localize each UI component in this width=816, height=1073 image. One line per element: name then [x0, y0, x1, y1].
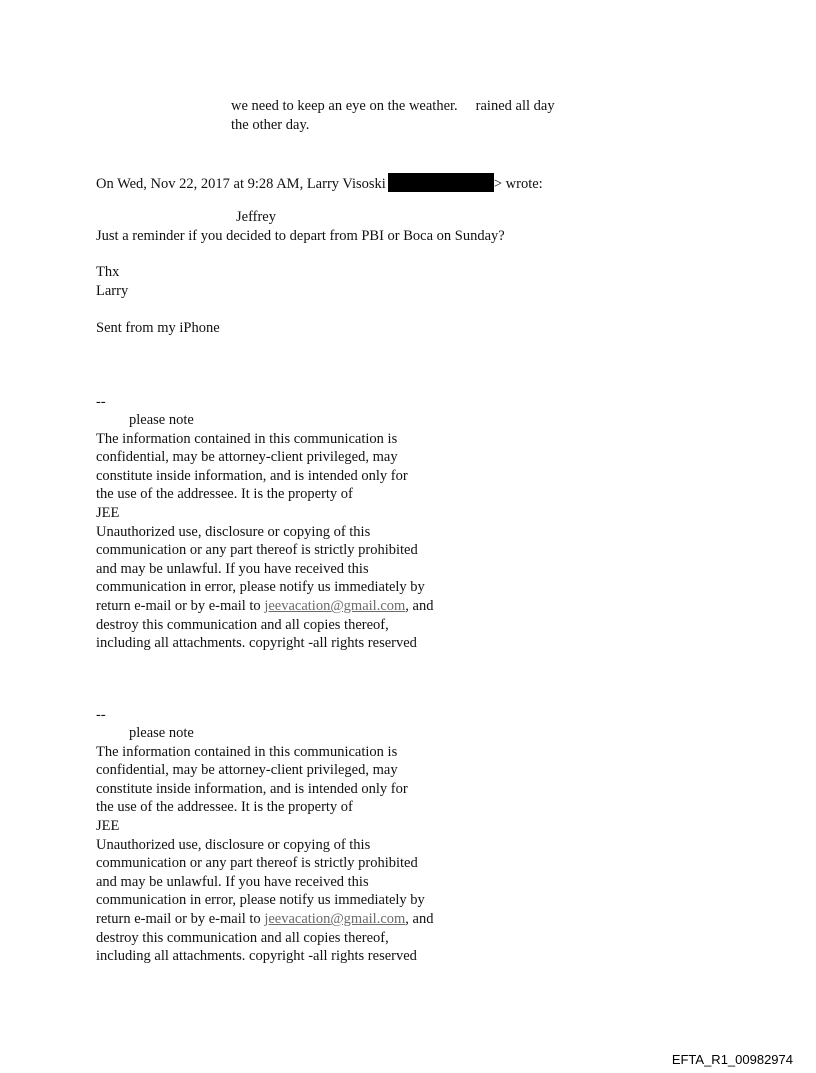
reply-header-prefix: On Wed, Nov 22, 2017 at 9:28 AM, Larry Visoski — [96, 176, 386, 192]
footer-line: JEE — [96, 817, 120, 834]
footer-dash: -- — [96, 394, 106, 410]
quoted-line-2: the other day. — [231, 117, 310, 133]
footer-line: Unauthorized use, disclosure or copying of this — [96, 836, 371, 853]
message-body: Just a reminder if you decided to depart from PBI or Boca on Sunday? — [96, 228, 505, 244]
footer-line: including all attachments. copyright -all rights reserved — [96, 948, 417, 965]
message-name: Larry — [96, 283, 129, 299]
email-link[interactable]: jeevacation@gmail.com — [264, 597, 406, 614]
message-greeting: Jeffrey — [236, 209, 276, 225]
email-link[interactable]: jeevacation@gmail.com — [264, 910, 406, 927]
footer-line: JEE — [96, 504, 120, 521]
footer-email-pre: return e-mail or by e-mail to — [96, 597, 265, 614]
confidentiality-footer-1 — [96, 393, 433, 653]
footer-line: the use of the addressee. It is the property of — [96, 486, 353, 503]
footer-line: confidential, may be attorney-client privileged, may — [96, 449, 398, 466]
footer-line: and may be unlawful. If you have received this — [96, 873, 369, 890]
quoted-text-b: rained all day — [475, 98, 555, 114]
footer-line: communication in error, please notify us immediately by — [96, 579, 425, 596]
confidentiality-footer-2 — [96, 706, 433, 966]
footer-line: communication in error, please notify us immediately by — [96, 892, 425, 909]
redaction-box — [388, 173, 494, 192]
footer-email-post: , and — [405, 597, 434, 614]
footer-line: communication or any part thereof is strictly prohibited — [96, 542, 418, 559]
footer-dash: -- — [96, 707, 106, 723]
reply-header-suffix: > wrote: — [493, 176, 543, 192]
quoted-text-a: we need to keep an eye on the weather. — [231, 98, 458, 114]
footer-email-line — [96, 910, 433, 929]
reply-header — [96, 173, 543, 193]
footer-line: the use of the addressee. It is the property of — [96, 799, 353, 816]
footer-line: constitute inside information, and is intended only for — [96, 780, 408, 797]
document-id: EFTA_R1_00982974 — [671, 1052, 793, 1067]
footer-note: please note — [129, 412, 194, 428]
footer-line: confidential, may be attorney-client privileged, may — [96, 762, 398, 779]
message-signature: Sent from my iPhone — [96, 320, 220, 336]
footer-line: destroy this communication and all copies thereof, — [96, 929, 389, 946]
quoted-line-1 — [231, 97, 555, 115]
footer-email-post: , and — [405, 910, 434, 927]
footer-note: please note — [129, 725, 194, 741]
footer-line: constitute inside information, and is intended only for — [96, 467, 408, 484]
footer-line: The information contained in this communication is — [96, 743, 398, 760]
footer-line: and may be unlawful. If you have received this — [96, 560, 369, 577]
footer-email-pre: return e-mail or by e-mail to — [96, 910, 265, 927]
footer-line: The information contained in this communication is — [96, 430, 398, 447]
message-thanks: Thx — [96, 264, 120, 280]
footer-email-line — [96, 597, 433, 616]
footer-line: Unauthorized use, disclosure or copying of this — [96, 523, 371, 540]
footer-line: communication or any part thereof is strictly prohibited — [96, 855, 418, 872]
footer-line: including all attachments. copyright -all rights reserved — [96, 635, 417, 652]
footer-line: destroy this communication and all copies thereof, — [96, 616, 389, 633]
